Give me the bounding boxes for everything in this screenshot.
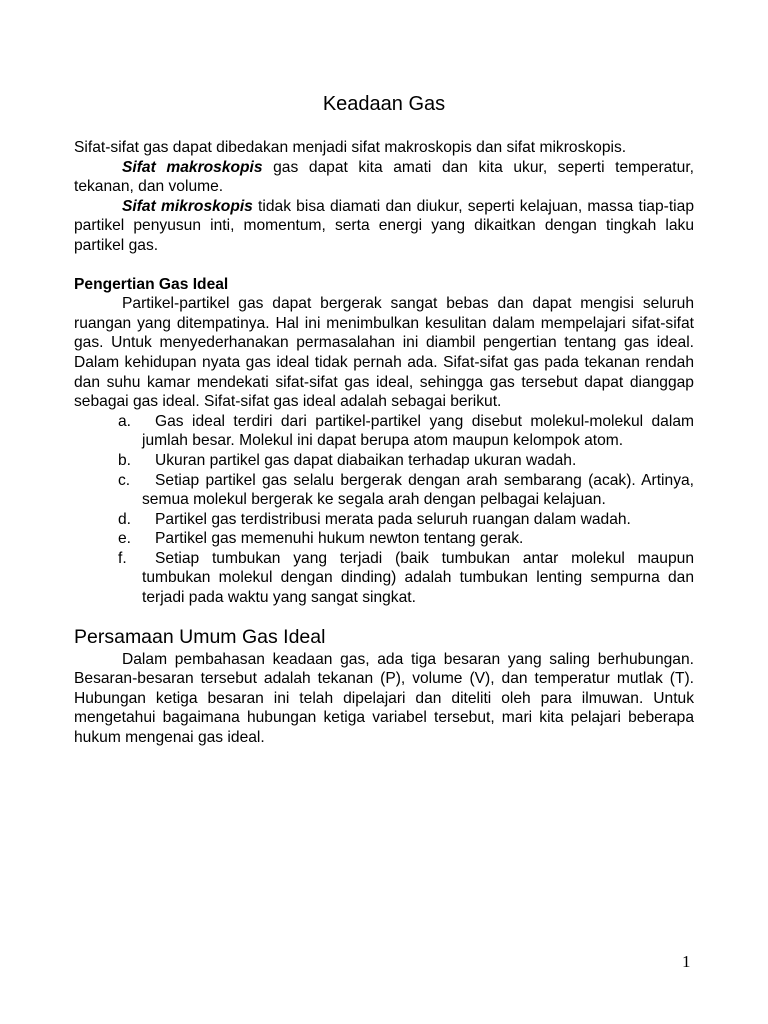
intro-paragraph: Sifat-sifat gas dapat dibedakan menjadi sifat makroskopis dan sifat mikroskopis. bbox=[74, 139, 627, 156]
list-item bbox=[118, 471, 694, 510]
makroskopis-text: gas dapat kita amati dan kita ukur, seperti temperatur, tekanan, dan volume. bbox=[74, 158, 694, 196]
list-item-letter: e. bbox=[118, 530, 132, 548]
list-item-text: Gas ideal terdiri dari partikel-partikel yang disebut molekul-molekul dalam jumlah besar. Molekul ini dapat berupa atom maupun kelompok atom. bbox=[142, 412, 694, 450]
mikroskopis-paragraph bbox=[74, 197, 694, 256]
list-item-letter: b. bbox=[118, 451, 132, 469]
list-item-letter: a. bbox=[118, 412, 132, 430]
section-heading-persamaan-umum: Persamaan Umum Gas Ideal bbox=[74, 625, 326, 648]
list-item bbox=[118, 412, 694, 451]
makroskopis-paragraph bbox=[74, 158, 694, 197]
list-item-text: Setiap partikel gas selalu bergerak dengan arah sembarang (acak). Artinya, semua molekul bergerak ke segala arah dengan pelbagai kelajuan. bbox=[142, 471, 694, 509]
makroskopis-term: Sifat makroskopis bbox=[122, 158, 263, 176]
list-item-text: Setiap tumbukan yang terjadi (baik tumbukan antar molekul maupun tumbukan molekul dengan dinding) adalah tumbukan lenting sempurna dan terjadi pada waktu yang sangat singkat. bbox=[142, 549, 694, 607]
list-item-letter: f. bbox=[118, 549, 127, 567]
list-item-letter: c. bbox=[118, 471, 131, 489]
page-number: 1 bbox=[682, 952, 691, 971]
list-item bbox=[118, 549, 694, 608]
properties-list bbox=[74, 412, 694, 608]
mikroskopis-term: Sifat mikroskopis bbox=[122, 197, 253, 215]
mikroskopis-text: tidak bisa diamati dan diukur, seperti kelajuan, massa tiap-tiap partikel penyusun inti, momentum, serta energi yang dikaitkan dengan tingkah laku partikel gas. bbox=[74, 197, 694, 254]
page-title: Keadaan Gas bbox=[322, 93, 446, 115]
list-item-text: Ukuran partikel gas dapat diabaikan terhadap ukuran wadah. bbox=[155, 451, 577, 469]
list-item bbox=[118, 529, 694, 549]
list-item-text: Partikel gas memenuhi hukum newton tentang gerak. bbox=[155, 530, 524, 548]
section-heading-gas-ideal: Pengertian Gas Ideal bbox=[74, 275, 229, 293]
list-item-text: Partikel gas terdistribusi merata pada seluruh ruangan dalam wadah. bbox=[155, 510, 631, 528]
list-item bbox=[118, 451, 694, 471]
list-item bbox=[118, 510, 694, 530]
document-page bbox=[74, 90, 694, 748]
persamaan-umum-paragraph: Dalam pembahasan keadaan gas, ada tiga besaran yang saling berhubungan. Besaran-besaran tersebut adalah tekanan (P), volume (V), dan temperatur mutlak (T). Hubungan ketiga besaran ini telah dipelajari dan diteliti oleh para ilmuwan. Untuk mengetahui bagaimana hubungan ketiga variabel tersebut, mari kita pelajari beberapa hukum mengenai gas ideal. bbox=[74, 650, 694, 747]
gas-ideal-paragraph: Partikel-partikel gas dapat bergerak sangat bebas dan dapat mengisi seluruh ruangan yang ditempatinya. Hal ini menimbulkan kesulitan dalam mempelajari sifat-sifat gas. Untuk menyederhanakan permasalahan ini diambil pengertian tentang gas ideal. Dalam kehidupan nyata gas ideal tidak pernah ada. Sifat-sifat gas pada tekanan rendah dan suhu kamar mendekati sifat-sifat gas ideal, sehingga gas tersebut dapat dianggap sebagai gas ideal. Sifat-sifat gas ideal adalah sebagai berikut. bbox=[74, 295, 694, 411]
list-item-letter: d. bbox=[118, 510, 132, 528]
